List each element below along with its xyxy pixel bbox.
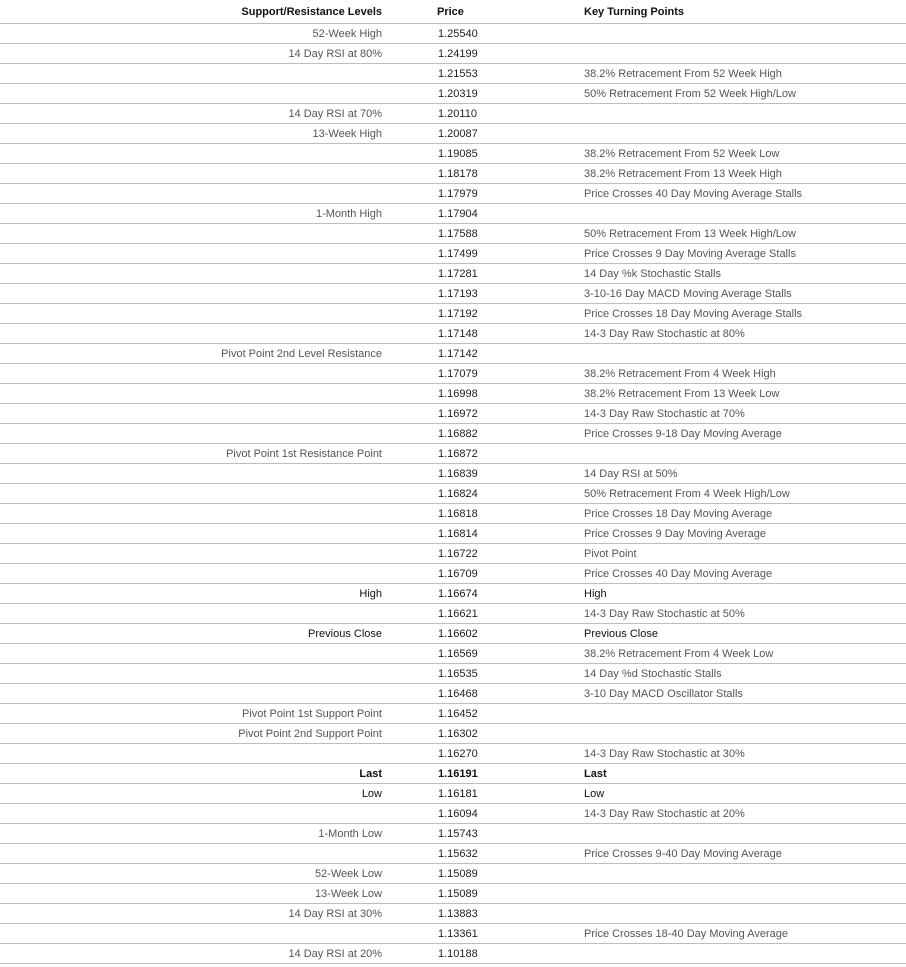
turning-point-cell — [578, 824, 906, 844]
table-row — [0, 564, 906, 584]
level-cell: Previous Close — [0, 624, 387, 644]
table-body — [0, 24, 906, 964]
turning-point-cell: Price Crosses 9-40 Day Moving Average — [578, 844, 906, 864]
table-row — [0, 444, 906, 464]
price-cell: 1.16535 — [387, 664, 578, 684]
level-cell — [0, 304, 387, 324]
turning-point-cell — [578, 904, 906, 924]
turning-point-cell — [578, 704, 906, 724]
price-cell: 1.20319 — [387, 84, 578, 104]
level-cell: 52-Week Low — [0, 864, 387, 884]
price-cell: 1.16191 — [387, 764, 578, 784]
price-cell: 1.16872 — [387, 444, 578, 464]
level-cell — [0, 184, 387, 204]
price-cell: 1.18178 — [387, 164, 578, 184]
turning-point-cell — [578, 44, 906, 64]
turning-point-cell: Price Crosses 9-18 Day Moving Average — [578, 424, 906, 444]
level-cell: 14 Day RSI at 70% — [0, 104, 387, 124]
price-cell: 1.16674 — [387, 584, 578, 604]
table-row — [0, 624, 906, 644]
price-cell: 1.16722 — [387, 544, 578, 564]
table-row — [0, 464, 906, 484]
turning-point-cell — [578, 24, 906, 44]
level-cell — [0, 264, 387, 284]
level-cell — [0, 224, 387, 244]
price-cell: 1.17281 — [387, 264, 578, 284]
table-row — [0, 724, 906, 744]
turning-point-cell: 14 Day %k Stochastic Stalls — [578, 264, 906, 284]
price-cell: 1.17142 — [387, 344, 578, 364]
table-row — [0, 924, 906, 944]
turning-point-cell: 14-3 Day Raw Stochastic at 80% — [578, 324, 906, 344]
turning-point-cell: 14-3 Day Raw Stochastic at 70% — [578, 404, 906, 424]
level-cell: 14 Day RSI at 80% — [0, 44, 387, 64]
level-cell — [0, 364, 387, 384]
price-cell: 1.25540 — [387, 24, 578, 44]
table-row — [0, 184, 906, 204]
level-cell: Pivot Point 2nd Support Point — [0, 724, 387, 744]
table-row — [0, 224, 906, 244]
level-cell — [0, 324, 387, 344]
price-cell: 1.15089 — [387, 884, 578, 904]
price-cell: 1.16882 — [387, 424, 578, 444]
price-cell: 1.17979 — [387, 184, 578, 204]
table-row — [0, 384, 906, 404]
header-support-resistance-levels: Support/Resistance Levels — [0, 0, 387, 24]
table-row — [0, 424, 906, 444]
table-row — [0, 844, 906, 864]
price-cell: 1.20087 — [387, 124, 578, 144]
level-cell: High — [0, 584, 387, 604]
level-cell — [0, 644, 387, 664]
table-row — [0, 44, 906, 64]
price-cell: 1.20110 — [387, 104, 578, 124]
level-cell — [0, 464, 387, 484]
level-cell — [0, 924, 387, 944]
level-cell: 13-Week Low — [0, 884, 387, 904]
table-row — [0, 704, 906, 724]
level-cell: 13-Week High — [0, 124, 387, 144]
price-cell: 1.16302 — [387, 724, 578, 744]
level-cell — [0, 284, 387, 304]
turning-point-cell — [578, 104, 906, 124]
table-row — [0, 24, 906, 44]
turning-point-cell: Price Crosses 40 Day Moving Average Stalls — [578, 184, 906, 204]
price-cell: 1.16839 — [387, 464, 578, 484]
turning-point-cell — [578, 344, 906, 364]
turning-point-cell: 38.2% Retracement From 4 Week High — [578, 364, 906, 384]
level-cell: Pivot Point 1st Resistance Point — [0, 444, 387, 464]
turning-point-cell: 50% Retracement From 13 Week High/Low — [578, 224, 906, 244]
price-cell: 1.19085 — [387, 144, 578, 164]
price-cell: 1.17079 — [387, 364, 578, 384]
table-row — [0, 764, 906, 784]
table-row — [0, 524, 906, 544]
table-row — [0, 604, 906, 624]
turning-point-cell — [578, 944, 906, 964]
level-cell — [0, 564, 387, 584]
turning-point-cell: 50% Retracement From 4 Week High/Low — [578, 484, 906, 504]
price-cell: 1.16181 — [387, 784, 578, 804]
level-cell: Low — [0, 784, 387, 804]
table-row — [0, 744, 906, 764]
table-row — [0, 544, 906, 564]
header-key-turning-points: Key Turning Points — [578, 0, 906, 24]
price-cell: 1.17499 — [387, 244, 578, 264]
level-cell — [0, 384, 387, 404]
turning-point-cell — [578, 444, 906, 464]
table-row — [0, 344, 906, 364]
turning-point-cell — [578, 204, 906, 224]
turning-point-cell: Price Crosses 18 Day Moving Average Stalls — [578, 304, 906, 324]
price-cell: 1.10188 — [387, 944, 578, 964]
table-row — [0, 124, 906, 144]
table-row — [0, 284, 906, 304]
table-row — [0, 164, 906, 184]
table-row — [0, 64, 906, 84]
level-cell — [0, 844, 387, 864]
turning-point-cell: Low — [578, 784, 906, 804]
price-cell: 1.16094 — [387, 804, 578, 824]
table-row — [0, 504, 906, 524]
turning-point-cell: Price Crosses 40 Day Moving Average — [578, 564, 906, 584]
level-cell — [0, 424, 387, 444]
table-row — [0, 484, 906, 504]
table-row — [0, 304, 906, 324]
level-cell: 52-Week High — [0, 24, 387, 44]
price-cell: 1.16621 — [387, 604, 578, 624]
price-cell: 1.16824 — [387, 484, 578, 504]
table-row — [0, 944, 906, 964]
level-cell: Pivot Point 1st Support Point — [0, 704, 387, 724]
turning-point-cell — [578, 884, 906, 904]
table-row — [0, 644, 906, 664]
turning-point-cell: 14-3 Day Raw Stochastic at 30% — [578, 744, 906, 764]
turning-point-cell: High — [578, 584, 906, 604]
turning-point-cell: 38.2% Retracement From 4 Week Low — [578, 644, 906, 664]
level-cell: 1-Month High — [0, 204, 387, 224]
turning-point-cell: Previous Close — [578, 624, 906, 644]
price-cell: 1.16270 — [387, 744, 578, 764]
turning-point-cell: 14 Day %d Stochastic Stalls — [578, 664, 906, 684]
table-row — [0, 324, 906, 344]
level-cell — [0, 404, 387, 424]
level-cell: 1-Month Low — [0, 824, 387, 844]
level-cell — [0, 244, 387, 264]
price-cell: 1.16972 — [387, 404, 578, 424]
turning-point-cell: 38.2% Retracement From 13 Week High — [578, 164, 906, 184]
table-row — [0, 884, 906, 904]
table-row — [0, 364, 906, 384]
table-row — [0, 144, 906, 164]
table-row — [0, 204, 906, 224]
price-cell: 1.17588 — [387, 224, 578, 244]
turning-point-cell — [578, 724, 906, 744]
table-row — [0, 864, 906, 884]
header-price: Price — [387, 0, 578, 24]
level-cell — [0, 504, 387, 524]
table-row — [0, 404, 906, 424]
turning-point-cell — [578, 864, 906, 884]
turning-point-cell: 38.2% Retracement From 52 Week Low — [578, 144, 906, 164]
level-cell: 14 Day RSI at 20% — [0, 944, 387, 964]
price-cell: 1.16569 — [387, 644, 578, 664]
level-cell: 14 Day RSI at 30% — [0, 904, 387, 924]
table-row — [0, 84, 906, 104]
table-row — [0, 824, 906, 844]
turning-point-cell — [578, 124, 906, 144]
turning-point-cell: 3-10 Day MACD Oscillator Stalls — [578, 684, 906, 704]
level-cell — [0, 544, 387, 564]
turning-point-cell: Price Crosses 9 Day Moving Average Stalls — [578, 244, 906, 264]
level-cell — [0, 144, 387, 164]
level-cell — [0, 744, 387, 764]
level-cell — [0, 804, 387, 824]
level-cell — [0, 604, 387, 624]
price-cell: 1.15089 — [387, 864, 578, 884]
price-cell: 1.24199 — [387, 44, 578, 64]
table-row — [0, 584, 906, 604]
turning-point-cell: Pivot Point — [578, 544, 906, 564]
level-cell — [0, 684, 387, 704]
turning-point-cell: Price Crosses 18-40 Day Moving Average — [578, 924, 906, 944]
price-cell: 1.15743 — [387, 824, 578, 844]
price-cell: 1.17192 — [387, 304, 578, 324]
level-cell — [0, 164, 387, 184]
turning-point-cell: 38.2% Retracement From 52 Week High — [578, 64, 906, 84]
turning-point-cell: Price Crosses 18 Day Moving Average — [578, 504, 906, 524]
table-row — [0, 264, 906, 284]
price-cell: 1.17904 — [387, 204, 578, 224]
level-cell: Pivot Point 2nd Level Resistance — [0, 344, 387, 364]
level-cell — [0, 64, 387, 84]
price-cell: 1.16602 — [387, 624, 578, 644]
table-row — [0, 104, 906, 124]
price-cell: 1.16452 — [387, 704, 578, 724]
table-row — [0, 244, 906, 264]
level-cell — [0, 84, 387, 104]
price-cell: 1.13883 — [387, 904, 578, 924]
table-header-row — [0, 0, 906, 24]
turning-point-cell: 14-3 Day Raw Stochastic at 50% — [578, 604, 906, 624]
turning-point-cell: Price Crosses 9 Day Moving Average — [578, 524, 906, 544]
price-cell: 1.16818 — [387, 504, 578, 524]
table-row — [0, 904, 906, 924]
price-cell: 1.13361 — [387, 924, 578, 944]
price-cell: 1.15632 — [387, 844, 578, 864]
price-cell: 1.16998 — [387, 384, 578, 404]
price-cell: 1.21553 — [387, 64, 578, 84]
turning-point-cell: Last — [578, 764, 906, 784]
price-cell: 1.16709 — [387, 564, 578, 584]
turning-point-cell: 38.2% Retracement From 13 Week Low — [578, 384, 906, 404]
table-row — [0, 664, 906, 684]
price-cell: 1.17148 — [387, 324, 578, 344]
price-cell: 1.16814 — [387, 524, 578, 544]
table-row — [0, 684, 906, 704]
price-cell: 1.17193 — [387, 284, 578, 304]
turning-point-cell: 50% Retracement From 52 Week High/Low — [578, 84, 906, 104]
turning-point-cell: 14-3 Day Raw Stochastic at 20% — [578, 804, 906, 824]
price-cell: 1.16468 — [387, 684, 578, 704]
level-cell — [0, 524, 387, 544]
level-cell — [0, 484, 387, 504]
level-cell — [0, 664, 387, 684]
table-row — [0, 804, 906, 824]
turning-point-cell: 14 Day RSI at 50% — [578, 464, 906, 484]
table-row — [0, 784, 906, 804]
turning-point-cell: 3-10-16 Day MACD Moving Average Stalls — [578, 284, 906, 304]
level-cell: Last — [0, 764, 387, 784]
